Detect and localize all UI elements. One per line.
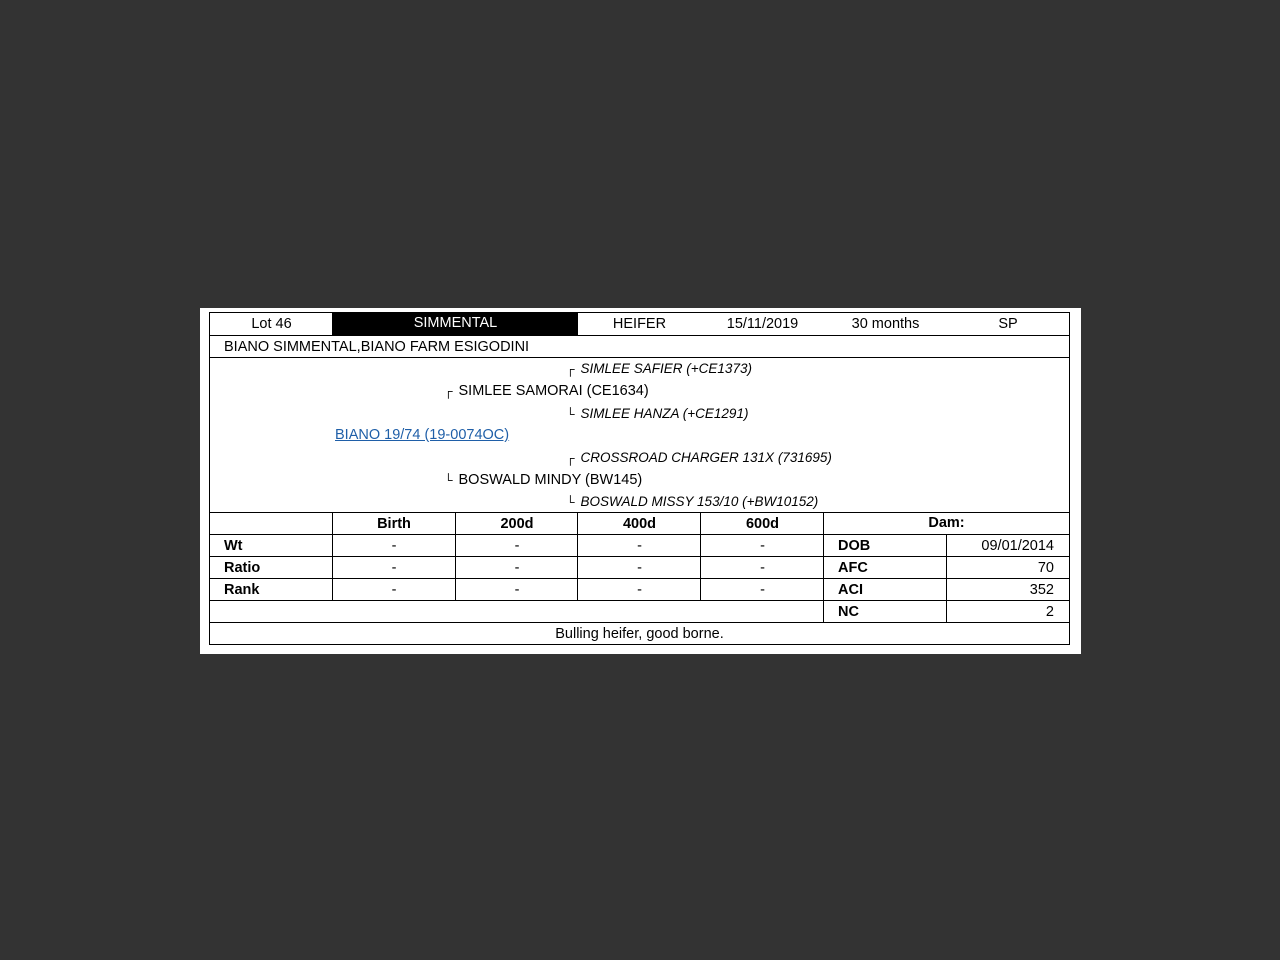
divider bbox=[210, 600, 1069, 601]
ratio-birth: - bbox=[391, 560, 397, 576]
sire-sire-entry bbox=[566, 360, 752, 378]
lot-table bbox=[209, 312, 1070, 645]
bracket-bottom-icon: └ bbox=[566, 407, 575, 421]
divider bbox=[577, 313, 578, 335]
col-header-200d: 200d bbox=[500, 516, 534, 532]
dam-label-afc: AFC bbox=[838, 560, 868, 576]
age-label: 30 months bbox=[851, 316, 920, 332]
rank-600d: - bbox=[760, 582, 765, 598]
bracket-top-icon: ┌ bbox=[566, 362, 575, 376]
sire-dam-name: SIMLEE HANZA (+CE1291) bbox=[580, 406, 749, 421]
dam-title: Dam: bbox=[928, 515, 965, 531]
col-header-600d: 600d bbox=[745, 516, 780, 532]
wt-600d: - bbox=[760, 538, 765, 554]
divider bbox=[332, 313, 333, 335]
ratio-200d: - bbox=[514, 560, 520, 576]
divider bbox=[332, 512, 333, 601]
row-label-rank: Rank bbox=[224, 582, 260, 598]
rank-400d: - bbox=[637, 582, 642, 598]
dam-name: BOSWALD MINDY (BW145) bbox=[458, 472, 643, 488]
divider bbox=[577, 512, 578, 601]
wt-400d: - bbox=[637, 538, 642, 554]
dam-label-aci: ACI bbox=[838, 582, 863, 598]
breeder-name: BIANO SIMMENTAL,BIANO FARM ESIGODINI bbox=[224, 339, 530, 355]
code-label: SP bbox=[998, 316, 1018, 332]
dam-dam-entry bbox=[566, 493, 818, 511]
rank-birth: - bbox=[391, 582, 397, 598]
lot-card bbox=[200, 308, 1081, 654]
row-label-ratio: Ratio bbox=[224, 560, 261, 576]
divider bbox=[455, 512, 456, 601]
sex-label: HEIFER bbox=[612, 316, 667, 332]
divider bbox=[700, 512, 701, 601]
animal-link[interactable]: BIANO 19/74 (19-0074OC) bbox=[335, 427, 510, 443]
lot-comment: Bulling heifer, good borne. bbox=[555, 626, 724, 642]
wt-200d: - bbox=[514, 538, 520, 554]
sire-dam-entry bbox=[566, 405, 748, 423]
lot-number: Lot 46 bbox=[251, 316, 292, 332]
sire-sire-name: SIMLEE SAFIER (+CE1373) bbox=[580, 361, 752, 376]
dam-value-afc: 70 bbox=[1037, 560, 1054, 576]
sire-entry bbox=[444, 382, 649, 400]
ratio-600d: - bbox=[760, 560, 765, 576]
date-label: 15/11/2019 bbox=[726, 316, 799, 332]
rank-200d: - bbox=[514, 582, 520, 598]
dam-sire-name: CROSSROAD CHARGER 131X (731695) bbox=[580, 450, 832, 465]
breed-label: SIMMENTAL bbox=[413, 315, 498, 331]
divider bbox=[946, 534, 947, 623]
divider bbox=[823, 512, 824, 623]
dam-value-dob: 09/01/2014 bbox=[981, 538, 1054, 554]
row-label-wt: Wt bbox=[224, 538, 243, 554]
bracket-bottom-icon: └ bbox=[566, 495, 575, 509]
sire-name: SIMLEE SAMORAI (CE1634) bbox=[458, 383, 649, 399]
bracket-top-icon: ┌ bbox=[566, 451, 575, 465]
dam-value-aci: 352 bbox=[1029, 582, 1054, 598]
ratio-400d: - bbox=[637, 560, 642, 576]
col-header-400d: 400d bbox=[622, 516, 657, 532]
dam-label-nc: NC bbox=[838, 604, 859, 620]
dam-entry bbox=[444, 471, 642, 489]
bracket-bottom-icon: └ bbox=[444, 473, 453, 487]
dam-sire-entry bbox=[566, 449, 832, 467]
wt-birth: - bbox=[391, 538, 397, 554]
dam-dam-name: BOSWALD MISSY 153/10 (+BW10152) bbox=[580, 494, 819, 509]
dam-label-dob: DOB bbox=[838, 538, 871, 554]
bracket-top-icon: ┌ bbox=[444, 384, 453, 398]
dam-value-nc: 2 bbox=[1045, 604, 1054, 620]
divider bbox=[210, 357, 1069, 358]
col-header-birth: Birth bbox=[377, 516, 411, 532]
